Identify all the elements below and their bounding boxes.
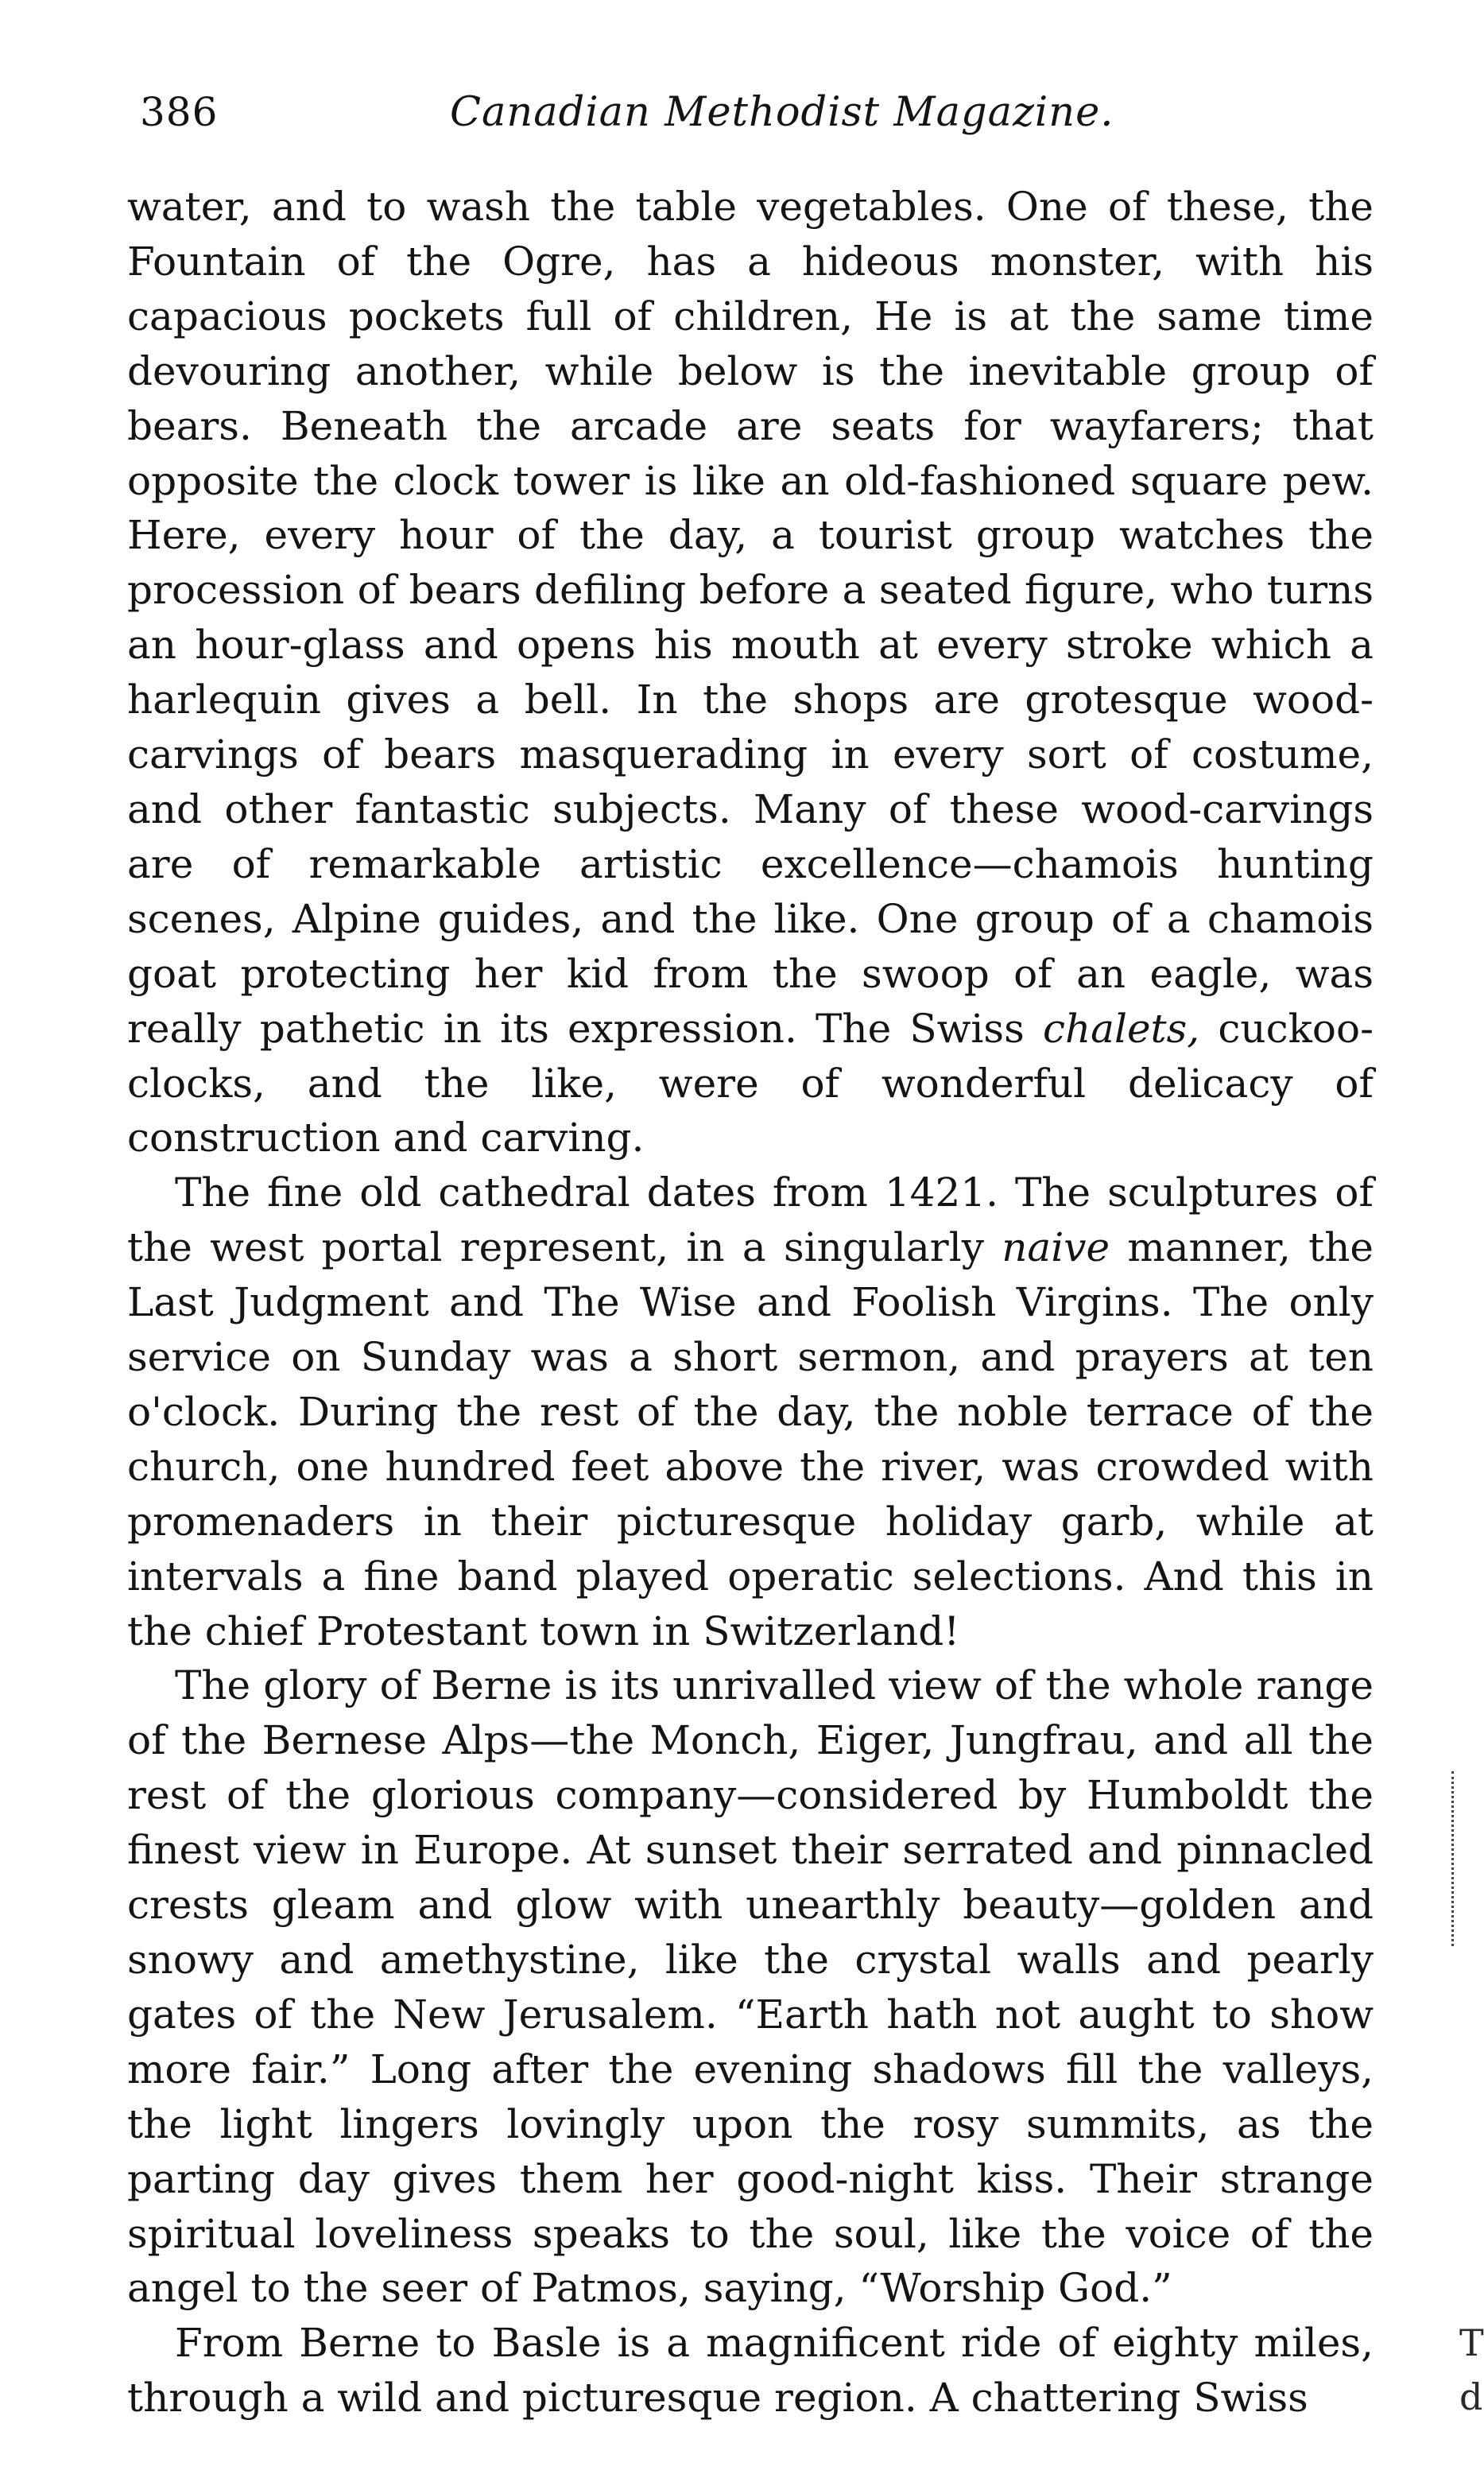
margin-fragment-1: T xyxy=(1459,2321,1484,2364)
italic-word: naive xyxy=(1002,1224,1110,1271)
italic-word: chalets, xyxy=(1042,1005,1200,1052)
margin-rule xyxy=(1451,1771,1456,1946)
text-run: The fine old cathedral dates from 1421. The sculptures of the west portal represent, in a singularly xyxy=(127,1169,1374,1271)
text-run: water, and to wash the table vegetables. One of these, the Fountain of the Ogre, has a hideous monster, with his capacious pockets full of children, He is at the same time devouring another, while below is the inevitable group of bears. Beneath the arcade are seats for wayfarers; that opposite the clock tower is like an old-fashioned square pew. Here, every hour of the day, a tourist group watches the procession of bears defiling before a seated figure, who turns an hour-glass and opens his mouth at every stroke which a harlequin gives a bell. In the shops are grotesque wood-carvings of bears masquerading in every sort of costume, and other fantastic subjects. Many of these wood-carvings are of remarkable artistic excellence—chamois hunting scenes, Alpine guides, and the like. One group of a chamois goat protecting her kid from the swoop of an eagle, was really pathetic in its expression. The Swiss xyxy=(127,184,1374,1052)
text-run: manner, the Last Judgment and The Wise and Foolish Virgins. The only service on Sunday was a short sermon, and prayers at ten o'clock. During the rest of the day, the noble terrace of the church, one hundred feet above the river, was crowded with promenaders in their picturesque holiday garb, while at intervals a fine band played operatic selections. And this in the chief Protestant town in Switzerland! xyxy=(127,1224,1374,1654)
running-title: Canadian Methodist Magazine. xyxy=(450,89,1114,136)
text-run: From Berne to Basle is a magnificent ride of eighty miles, through a wild and picturesque region. A chattering Swiss xyxy=(127,2320,1374,2422)
page-header xyxy=(140,89,1380,153)
page-number: 386 xyxy=(140,89,219,135)
text-run: cuckoo-clocks, and the like, were of wonderful delicacy of construction and carving. xyxy=(127,1005,1374,1161)
text-run: The glory of Berne is its unrivalled view of the whole range of the Bernese Alps—the Monch, Eiger, Jungfrau, and all the rest of the glorious company—considered by Humboldt the finest view in Europe. At sunset their serrated and pinnacled crests gleam and glow with unearthly beauty—golden and snowy and amethystine, like the crystal walls and pearly gates of the New Jerusalem. “Earth hath not aught to show more fair.” Long after the evening shadows fill the valleys, the light lingers lovingly upon the rosy summits, as the parting day gives them her good-night kiss. Their strange spiritual loveliness speaks to the soul, like the voice of the angel to the seer of Patmos, saying, “Worship God.” xyxy=(127,1662,1374,2312)
paragraph-2 xyxy=(127,1165,1374,1658)
paragraph-4 xyxy=(127,2316,1374,2426)
paragraph-3 xyxy=(127,1658,1374,2316)
body-text xyxy=(127,180,1374,2426)
paragraph-1 xyxy=(127,180,1374,1165)
margin-fragment-2: d xyxy=(1459,2375,1483,2418)
